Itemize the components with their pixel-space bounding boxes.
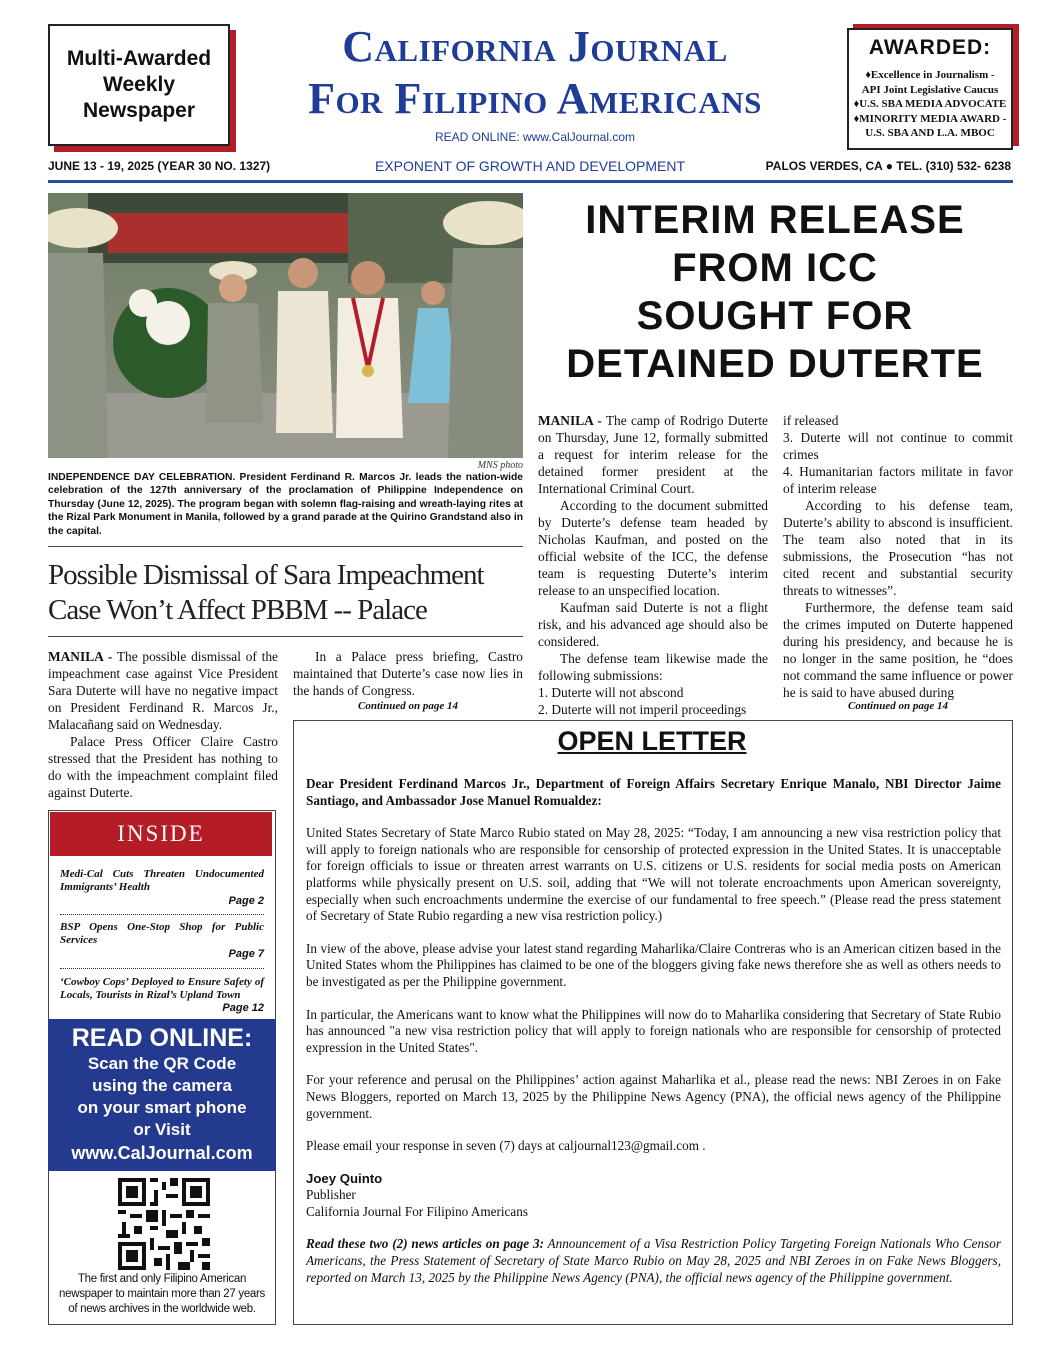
inside-item-cowboy-cops[interactable]: ‘Cowboy Cops’ Deployed to Ensure Safety of Locals, Tourists in Rizal’s Upland Town	[60, 976, 264, 1001]
letter-footer-lead: Read these two (2) news articles on page 3:	[306, 1236, 544, 1252]
inside-item-medi-cal[interactable]: Medi-Cal Cuts Threaten Undocumented Immigrants’ Health	[60, 868, 264, 893]
badge-line: Multi-Awarded	[66, 47, 212, 70]
second-dateline: MANILA -	[48, 649, 113, 664]
signature-org: California Journal For Filipino Americans	[306, 1203, 528, 1219]
inside-item-page: Page 12	[222, 1002, 264, 1014]
read-online-line: on your smart phone	[77, 1098, 247, 1117]
badge-line: Weekly	[103, 73, 175, 96]
second-headline	[48, 558, 523, 628]
second-paragraph: Palace Press Officer Claire Castro stressed that the President has nothing to do with the impeachment complaint filed against Duterte.	[48, 734, 278, 800]
read-online-line: Scan the QR Code	[87, 1054, 237, 1073]
letter-paragraph: Please email your response in seven (7) days at caljournal123@gmail.com .	[306, 1138, 706, 1154]
location-phone: PALOS VERDES, CA ● TEL. (310) 532- 6238	[765, 159, 1011, 173]
lead-paragraph: Furthermore, the defense team said the crimes imputed on Duterte happened during his presidency, and because he is no longer in the same position, he “does not command the same influence or power he is said to have abused during	[783, 600, 1013, 700]
inside-title: INSIDE	[50, 812, 272, 856]
lead-paragraph: According to his defense team, Duterte’s ability to abscond is insufficient. The team also noted that in its submissions, the Prosecution “has not cited recent and substantial security threats to witnesses”.	[783, 498, 1013, 598]
open-letter-title: OPEN LETTER	[557, 726, 747, 756]
award-line: ♦U.S. SBA MEDIA ADVOCATE	[853, 98, 1007, 110]
awarded-badge	[847, 28, 1013, 150]
lead-paragraph: if released	[783, 413, 839, 428]
read-online-link[interactable]: READ ONLINE: www.CalJournal.com	[434, 130, 636, 144]
award-line: ♦MINORITY MEDIA AWARD -	[853, 112, 1007, 125]
lead-list-item: 2. Duterte will not imperil proceedings	[538, 702, 747, 717]
archive-line: The first and only Filipino American	[77, 1273, 247, 1285]
inside-item-bsp[interactable]: BSP Opens One-Stop Shop for Public Services	[60, 921, 264, 946]
multi-awarded-badge	[48, 24, 230, 146]
second-headline-line: Case Won’t Affect PBBM -- Palace	[48, 594, 427, 626]
lead-headline-line: INTERIM RELEASE	[585, 198, 965, 242]
lead-headline-line: SOUGHT FOR	[636, 294, 914, 338]
second-paragraph: The possible dismissal of the impeachment case against Vice President Sara Duterte will have no negative impact on President Ferdinand R. Marcos Jr., Malacañang said on Wednesday.	[48, 649, 278, 732]
archive-line: newspaper to maintain more than 27 years	[59, 1288, 265, 1300]
badge-line: Newspaper	[82, 99, 196, 122]
lead-paragraph: The camp of Rodrigo Duterte on Thursday, June 12, formally submitted a request for interim release for the detained former president at the International Criminal Court.	[538, 413, 768, 496]
second-headline-line: Possible Dismissal of Sara Impeachment	[48, 559, 484, 591]
photo-credit: MNS photo	[477, 460, 523, 471]
lead-dateline: MANILA -	[538, 413, 602, 428]
second-continued-link[interactable]: Continued on page 14	[358, 700, 458, 712]
caption-divider	[48, 546, 523, 547]
inside-item-page: Page 2	[228, 895, 264, 907]
read-online-line: using the camera	[92, 1076, 232, 1095]
photo-caption: INDEPENDENCE DAY CELEBRATION. President Ferdinand R. Marcos Jr. leads the nation-wide celebration of the 127th anniversary of the proclamation of Philippine Independence on Thursday (June 12, 2025). The program began with solemn flag-raising and wreath-laying rites at the Rizal Park Monument in Manila, followed by a grand parade at the Quirino Grandstand also in the capital.	[48, 472, 523, 537]
archive-note	[52, 1272, 272, 1317]
second-paragraph: In a Palace press briefing, Castro maintained that Duterte’s case now lies in the hands of Congress.	[293, 649, 523, 698]
lead-story-column-2	[783, 412, 1013, 701]
newspaper-title-line2: For Filipino Americans	[308, 74, 762, 123]
lead-story-column-1	[538, 412, 768, 718]
signature-title: Publisher	[306, 1187, 356, 1203]
inside-item-page: Page 7	[228, 948, 264, 960]
open-letter-body	[306, 776, 1001, 1286]
award-line: ♦Excellence in Journalism -	[865, 69, 995, 81]
lead-continued-link[interactable]: Continued on page 14	[848, 700, 948, 712]
awarded-heading: AWARDED:	[868, 36, 992, 59]
second-story-column-1	[48, 648, 278, 801]
newspaper-title-line1: California Journal	[342, 22, 728, 71]
second-story-divider	[48, 636, 523, 637]
independence-day-photo	[48, 193, 523, 458]
lead-list-item: 3. Duterte will not continue to commit crimes	[783, 430, 1013, 462]
read-online-box	[48, 1019, 276, 1171]
letter-footer-text: Announcement of a Visa Restriction Policy Targeting Foreign Nationals Who Censor Americans, the Press Statement of Secretary of State Marco Rubio on May 28, 2025 and NBI Zeroes in on Fake News Bloggers, reported on March 13, 2025 by the Philippine News Agency (PNA), the official news agency of the Philippine government.	[306, 1236, 1001, 1285]
qr-code-icon[interactable]	[118, 1178, 210, 1270]
award-line: API Joint Legislative Caucus	[861, 83, 999, 96]
lead-headline-line: DETAINED DUTERTE	[566, 342, 984, 386]
lead-list-item: 1. Duterte will not abscond	[538, 685, 684, 700]
lead-paragraph: The defense team likewise made the following submissions:	[538, 651, 768, 683]
lead-headline	[540, 196, 1010, 388]
lead-list-item: 4. Humanitarian factors militate in favor of interim release	[783, 464, 1013, 496]
letter-paragraph: United States Secretary of State Marco Rubio stated on May 28, 2025: “Today, I am announcing a new visa restriction policy that will apply to foreign nationals who are responsible for censorship of protected expression in the United States. It is unacceptable for foreign officials to issue or threaten arrest warrants on U.S. citizens or U.S. residents for social media posts on American platforms while physically present on U.S. soil, adding that “We will not tolerate encroachments upon American sovereignty, especially when such encroachments undermine the exercise of our fundamental to free speech.” (Please read the press statement of Secretary of State Rubio regarding a new visa restriction policy.)	[306, 825, 1001, 924]
second-story-column-2	[293, 648, 523, 699]
lead-paragraph: According to the document submitted by Duterte’s defense team headed by Nicholas Kaufman, and posted on the official website of the ICC, the defense team is requesting Duterte’s interim release to an unspecified location.	[538, 498, 768, 598]
signature-name: Joey Quinto	[306, 1170, 383, 1186]
read-online-line: or Visit	[133, 1120, 191, 1139]
letter-paragraph: In particular, the Americans want to know what the Philippines will now do to Maharlika considering that Secretary of State Rubio has announced "a new visa restriction policy that will apply to foreign nationals who are responsible for censorship of protected expression in the United States".	[306, 1006, 1001, 1055]
inside-divider	[60, 914, 264, 915]
letter-paragraph: For your reference and perusal on the Philippines’ action against Maharlika et al., please read the news: NBI Zeroes in on Fake News Bloggers, reported on March 13, 2025 by the Philippine News Agency (PNA), the official news agency of the Philippine government.	[306, 1072, 1001, 1121]
website-link[interactable]: www.CalJournal.com	[71, 1143, 253, 1163]
letter-paragraph: In view of the above, please advise your latest stand regarding Maharlika/Claire Contreras who is an American citizen based in the United States whom the Philippines has claimed to be one of the bloggers giving fake news therefore she as well as others needs to be investigated as per the Philippine government.	[306, 940, 1001, 989]
read-online-title: READ ONLINE:	[71, 1024, 253, 1052]
archive-line: of news archives in the worldwide web.	[68, 1303, 256, 1315]
issue-date: JUNE 13 - 19, 2025 (YEAR 30 NO. 1327)	[48, 159, 271, 173]
lead-paragraph: Kaufman said Duterte is not a flight risk, and his advanced age should also be considered.	[538, 600, 768, 649]
tagline: EXPONENT OF GROWTH AND DEVELOPMENT	[374, 158, 686, 174]
letter-salutation: Dear President Ferdinand Marcos Jr., Department of Foreign Affairs Secretary Enrique Manalo, NBI Director Jaime Santiago, and Ambassador Jose Manuel Romualdez:	[306, 776, 1001, 808]
inside-divider	[60, 968, 264, 969]
award-line: U.S. SBA AND L.A. MBOC	[865, 127, 995, 139]
masthead-divider	[48, 180, 1013, 183]
lead-headline-line: FROM ICC	[672, 246, 878, 290]
